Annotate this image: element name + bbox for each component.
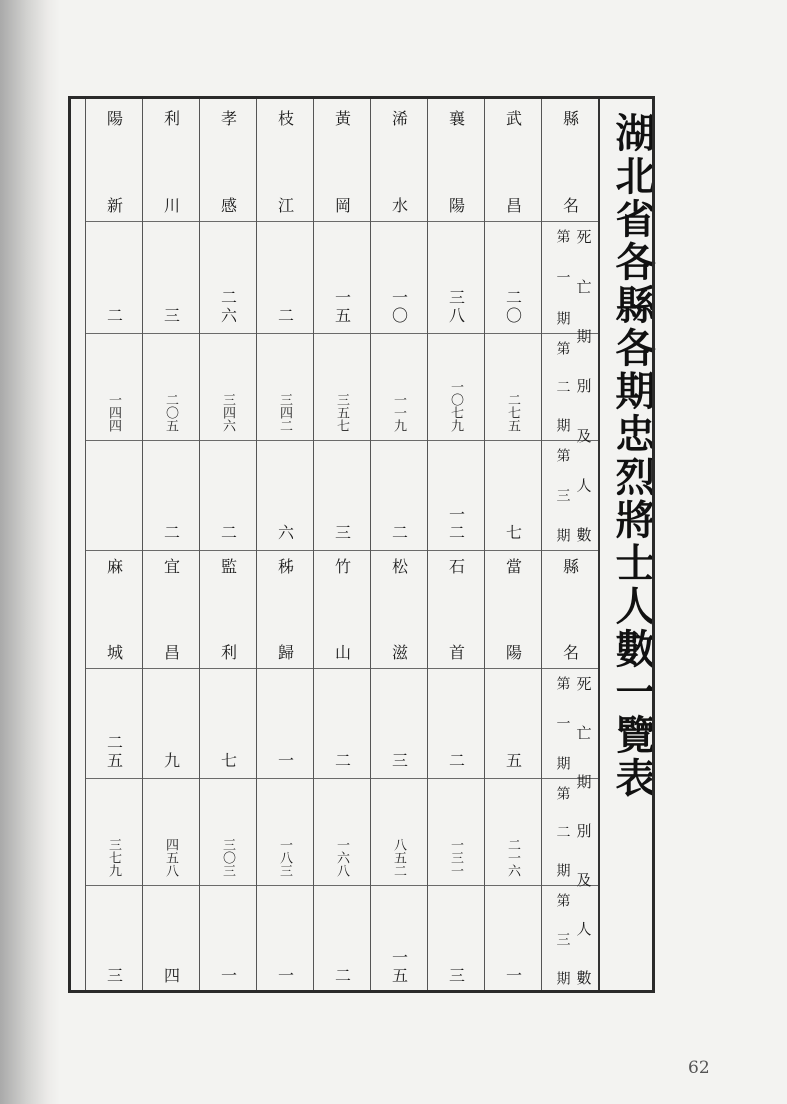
death-count-p3: 三 bbox=[104, 967, 124, 985]
row-divider bbox=[85, 333, 598, 334]
death-count-p1: 九 bbox=[161, 752, 181, 770]
death-count-p3: 一 bbox=[503, 967, 523, 985]
death-count-p1: 二 bbox=[104, 307, 124, 325]
death-count-p2: 三四六 bbox=[220, 393, 235, 432]
header-county: 縣名 bbox=[560, 558, 580, 730]
header-deaths-by-period: 死亡期別及人數 bbox=[574, 229, 593, 577]
death-count-p3: 七 bbox=[503, 524, 523, 542]
death-count-p1: 二 bbox=[332, 752, 352, 770]
death-count-p2: 三〇三 bbox=[220, 838, 235, 877]
death-count-p2: 二〇五 bbox=[163, 393, 178, 432]
header-period2: 第二期 bbox=[554, 786, 571, 902]
column-divider bbox=[427, 99, 428, 990]
death-count-p1: 二六 bbox=[218, 289, 238, 325]
county-name: 襄陽 bbox=[446, 110, 466, 284]
county-name: 利川 bbox=[161, 110, 181, 284]
row-divider bbox=[85, 778, 598, 779]
casualty-table bbox=[68, 96, 655, 1019]
death-count-p1: 七 bbox=[218, 752, 238, 770]
death-count-p1: 三 bbox=[161, 307, 181, 325]
column-divider bbox=[256, 99, 257, 990]
column-divider bbox=[142, 99, 143, 990]
death-count-p3: 三 bbox=[446, 967, 466, 985]
death-count-p3: 二 bbox=[389, 524, 409, 542]
death-count-p1: 五 bbox=[503, 752, 523, 770]
death-count-p2: 三四二 bbox=[277, 393, 292, 432]
county-name: 孝感 bbox=[218, 110, 238, 284]
row-divider bbox=[85, 885, 598, 886]
death-count-p1: 二五 bbox=[104, 734, 124, 770]
header-period1: 第一期 bbox=[554, 229, 571, 352]
county-name: 竹山 bbox=[332, 558, 352, 730]
death-count-p1: 二 bbox=[275, 307, 295, 325]
county-name: 麻城 bbox=[104, 558, 124, 730]
county-name: 陽新 bbox=[104, 110, 124, 284]
death-count-p2: 一一九 bbox=[391, 393, 406, 432]
county-name: 松滋 bbox=[389, 558, 409, 730]
death-count-p2: 一四四 bbox=[106, 393, 121, 432]
row-divider bbox=[85, 550, 598, 551]
death-count-p3: 一二 bbox=[446, 506, 466, 542]
header-period2: 第二期 bbox=[554, 341, 571, 457]
header-county: 縣名 bbox=[560, 110, 580, 284]
column-divider bbox=[85, 99, 86, 990]
death-count-p2: 一三一 bbox=[448, 838, 463, 877]
county-name: 宜昌 bbox=[161, 558, 181, 730]
county-name: 監利 bbox=[218, 558, 238, 730]
county-name: 黃岡 bbox=[332, 110, 352, 284]
death-count-p3: 二 bbox=[161, 524, 181, 542]
death-count-p2: 一六八 bbox=[334, 838, 349, 877]
death-count-p3: 一五 bbox=[389, 949, 409, 985]
header-period3: 第三期 bbox=[554, 893, 571, 1010]
death-count-p1: 一 bbox=[275, 752, 295, 770]
death-count-p2: 八五二 bbox=[391, 838, 406, 877]
death-count-p3: 二 bbox=[218, 524, 238, 542]
death-count-p1: 二 bbox=[446, 752, 466, 770]
header-period1: 第一期 bbox=[554, 676, 571, 796]
column-divider bbox=[484, 99, 485, 990]
header-period3: 第三期 bbox=[554, 448, 571, 568]
column-divider bbox=[199, 99, 200, 990]
column-divider bbox=[541, 99, 542, 990]
death-count-p3: 二 bbox=[332, 967, 352, 985]
death-count-p2: 三七九 bbox=[106, 838, 121, 877]
death-count-p3: 四 bbox=[161, 967, 181, 985]
death-count-p2: 一〇七九 bbox=[448, 380, 463, 432]
page-number: 62 bbox=[688, 1058, 710, 1078]
column-divider bbox=[598, 99, 600, 990]
death-count-p1: 三八 bbox=[446, 289, 466, 325]
header-deaths-by-period: 死亡期別及人數 bbox=[574, 676, 593, 1019]
column-divider bbox=[370, 99, 371, 990]
page-title: 湖北省各縣各期忠烈將士人數一覽表 bbox=[609, 112, 656, 800]
column-divider bbox=[313, 99, 314, 990]
book-binding-shadow bbox=[0, 0, 60, 1104]
death-count-p1: 一〇 bbox=[389, 289, 409, 325]
death-count-p3: 三 bbox=[332, 524, 352, 542]
death-count-p1: 三 bbox=[389, 752, 409, 770]
county-name: 浠水 bbox=[389, 110, 409, 284]
death-count-p2: 一八三 bbox=[277, 838, 292, 877]
row-divider bbox=[85, 440, 598, 441]
death-count-p3: 一 bbox=[275, 967, 295, 985]
county-name: 武昌 bbox=[503, 110, 523, 284]
death-count-p2: 三五七 bbox=[334, 393, 349, 432]
death-count-p2: 二一六 bbox=[505, 838, 520, 877]
death-count-p2: 四五八 bbox=[163, 838, 178, 877]
death-count-p3: 一 bbox=[218, 967, 238, 985]
county-name: 石首 bbox=[446, 558, 466, 730]
county-name: 當陽 bbox=[503, 558, 523, 730]
county-name: 枝江 bbox=[275, 110, 295, 284]
county-name: 秭歸 bbox=[275, 558, 295, 730]
death-count-p1: 二〇 bbox=[503, 289, 523, 325]
death-count-p1: 一五 bbox=[332, 289, 352, 325]
death-count-p2: 二七五 bbox=[505, 393, 520, 432]
death-count-p3: 六 bbox=[275, 524, 295, 542]
